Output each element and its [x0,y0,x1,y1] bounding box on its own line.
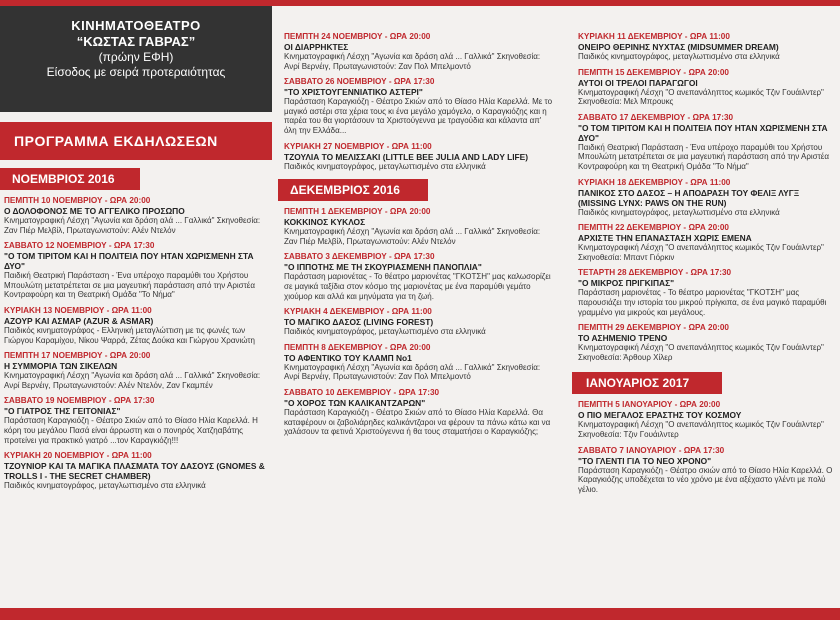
event-description: Παιδικός κινηματογράφος - Ελληνική μεταγλώττιση με τις φωνές των Γιώργου Καραμίχου, Νίκου Ψαρρά, Ζέτας Δούκα και Γιώργου Χρανιώτη [4,325,255,345]
event-item [278,77,554,135]
event-title: "ΤΟ ΧΡΙΣΤΟΥΓΕΝΝΙΑΤΙΚΟ ΑΣΤΕΡΙ" [284,87,423,98]
event-description: Παιδικός κινηματογράφος, μεταγλωττισμένο στα ελληνικά [578,207,780,217]
event-date: ΠΕΜΠΤΗ 15 ΔΕΚΕΜΒΡΙΟΥ - ΩΡΑ 20:00 [578,67,729,77]
event-date: ΠΕΜΠΤΗ 1 ΔΕΚΕΜΒΡΙΟΥ - ΩΡΑ 20:00 [284,207,431,217]
event-date: ΣΑΒΒΑΤΟ 19 ΝΟΕΜΒΡΙΟΥ - ΩΡΑ 17:30 [4,396,155,406]
event-title: "Ο ΓΙΑΤΡΟΣ ΤΗΣ ΓΕΙΤΟΝΙΑΣ" [4,406,121,417]
event-list-november-b [278,32,554,171]
event-description: Παράσταση μαριονέτας - Το θέατρο μαριονέτας "ΓΚΟΤΣΗ" μας καλωσορίζει σε μαγικά ταξίδια στον κόσμο της μαριονέτας με ένα παραμύθι γεμάτο χιούμορ και αλλά και μηνύματα για τη ζωή. [284,272,551,301]
event-date: ΠΕΜΠΤΗ 22 ΔΕΚΕΜΒΡΙΟΥ - ΩΡΑ 20:00 [578,223,729,233]
event-date: ΠΕΜΠΤΗ 24 ΝΟΕΜΒΡΙΟΥ - ΩΡΑ 20:00 [284,32,431,41]
event-description: Κινηματογραφική Λέσχη "Ο ανεπανάληπτος κωμικός Τζιν Γουάιλντερ" Σκηνοθεσία: Τζιν Γουάιλντερ [578,420,824,439]
event-item [572,68,838,107]
event-title: "Ο ΧΟΡΟΣ ΤΩΝ ΚΑΛΙΚΑΝΤΖΑΡΩΝ" [284,397,426,408]
event-date: ΣΑΒΒΑΤΟ 12 ΝΟΕΜΒΡΙΟΥ - ΩΡΑ 17:30 [4,241,155,251]
event-date: ΣΑΒΒΑΤΟ 10 ΔΕΚΕΜΒΡΙΟΥ - ΩΡΑ 17:30 [284,387,440,397]
event-description: Κινηματογραφική Λέσχη "Αγωνία και δράση αλά ... Γαλλικά" Σκηνοθεσία: Ζαν Πιέρ Μελβίλ, Πρωταγωνιστούν: Αλέν Ντελόν [4,216,261,235]
month-heading-november: ΝΟΕΜΒΡΙΟΣ 2016 [0,168,140,190]
event-description: Κινηματογραφική Λέσχη "Αγωνία και δράση αλά ... Γαλλικά" Σκηνοθεσία: Ανρί Βερνέιγ, Πρωταγωνιστούν: Αλέν Ντελόν, Ζαν Γκαμπέν [4,371,261,390]
event-item [572,323,838,362]
event-date: ΚΥΡΙΑΚΗ 11 ΔΕΚΕΜΒΡΙΟΥ - ΩΡΑ 11:00 [578,32,730,41]
event-title: ΤΟ ΑΦΕΝΤΙΚΟ ΤΟΥ ΚΛΑΜΠ Νο1 [284,352,412,363]
event-date: ΚΥΡΙΑΚΗ 18 ΔΕΚΕΜΒΡΙΟΥ - ΩΡΑ 11:00 [578,177,731,187]
month-heading-december: ΔΕΚΕΜΒΡΙΟΣ 2016 [278,179,428,201]
month-heading-january: ΙΑΝΟΥΑΡΙΟΣ 2017 [572,372,722,394]
event-title: ΤΟ ΜΑΓΙΚΟ ΔΑΣΟΣ (LIVING FOREST) [284,317,434,328]
event-title: Η ΣΥΜΜΟΡΙΑ ΤΩΝ ΣΙΚΕΛΩΝ [4,361,118,372]
column-3 [572,26,838,494]
event-date: ΣΑΒΒΑΤΟ 7 ΙΑΝΟΥΑΡΙΟΥ - ΩΡΑ 17:30 [578,445,725,455]
event-item [278,252,554,301]
event-item [0,396,272,445]
event-description: Παράσταση Καραγκιόζη - Θέατρο Σκιών από το Θίασο Ηλία Καρελλά. Με το μαγικό αστέρι στα χέρια τους κι ένα μεγάλο χαμόγελο, ο Καραγκιόζης και η παρέα του θα γιορτάσουν τα Χριστούγεννα με τραγούδια και κάλαντα απ' όλη την Ελλάδα... [284,97,553,135]
event-list-december-b [572,32,838,362]
event-item [278,307,554,337]
event-description: Παράσταση Καραγκιόζη - Θέατρο Σκιών από το Θίασο Ηλία Καρελλά. Η κόρη του μεγάλου Πασά είναι άρρωστη και ο πονηρός Χατζηαβάτης προτείνει για πρακτικό γιατρό ...τον Καραγκιόζη!!! [4,416,258,445]
event-title: "Ο ΤΟΜ ΤΙΡΙΤΟΜ ΚΑΙ Η ΠΟΛΙΤΕΙΑ ΠΟΥ ΗΤΑΝ ΧΩΡΙΣΜΕΝΗ ΣΤΑ ΔΥΟ" [578,122,828,143]
event-description: Παιδικός κινηματογράφος, μεταγλωττισμένο στα ελληνικά [578,52,780,61]
event-description: Παιδικός κινηματογράφος, μεταγλωττισμένο στα ελληνικά [284,161,486,171]
event-description: Παιδικός κινηματογράφος, μεταγλωττισμένο στα ελληνικά [4,481,206,491]
event-date: ΚΥΡΙΑΚΗ 13 ΝΟΕΜΒΡΙΟΥ - ΩΡΑ 11:00 [4,305,152,315]
event-item [278,388,554,437]
event-item [572,113,838,172]
event-item [278,32,554,71]
event-title: ΟΙ ΔΙΑΡΡΗΚΤΕΣ [284,42,349,52]
event-description: Παράσταση μαριονέτας - Το θέατρο μαριονέτας "ΓΚΟΤΣΗ" μας παρουσιάζει την ιστορία του μικρού πρίγκιπα, σε ένα μαγικό παραμύθι γραμμένο για μικρούς και μεγάλους. [578,288,827,317]
venue-type: ΚΙΝΗΜΑΤΟΘΕΑΤΡΟ [71,18,201,33]
event-date: ΠΕΜΠΤΗ 5 ΙΑΝΟΥΑΡΙΟΥ - ΩΡΑ 20:00 [578,400,721,410]
event-date: ΠΕΜΠΤΗ 17 ΝΟΕΜΒΡΙΟΥ - ΩΡΑ 20:00 [4,351,151,361]
event-item [572,32,838,62]
event-description: Κινηματογραφική Λέσχη "Αγωνία και δράση αλά ... Γαλλικά" Σκηνοθεσία: Ανρί Βερνέιγ, Πρωταγωνιστούν: Ζαν Πολ Μπελμοντό [284,362,541,382]
event-title: "Ο ΤΟΜ ΤΙΡΙΤΟΜ ΚΑΙ Η ΠΟΛΙΤΕΙΑ ΠΟΥ ΗΤΑΝ ΧΩΡΙΣΜΕΝΗ ΣΤΑ ΔΥΟ" [4,251,254,272]
event-date: ΣΑΒΒΑΤΟ 3 ΔΕΚΕΜΒΡΙΟΥ - ΩΡΑ 17:30 [284,252,435,262]
event-item [278,207,554,246]
event-description: Παιδική Θεατρική Παράσταση - Ένα υπέροχο παραμύθι του Χρήστου Μπουλώτη μετατρέπεται σε μια μαγευτική παράσταση από την Αριστέα Κοντραφούρη και τη Θεατρική Ομάδα "Το Νήμα" [578,142,829,171]
event-item [0,451,272,491]
event-date: ΚΥΡΙΑΚΗ 20 ΝΟΕΜΒΡΙΟΥ - ΩΡΑ 11:00 [4,451,152,461]
event-title: "Ο ΜΙΚΡΟΣ ΠΡΙΓΚΙΠΑΣ" [578,278,675,289]
venue-name: “ΚΩΣΤΑΣ ΓΑΒΡΑΣ” [76,34,196,49]
event-item [0,196,272,235]
event-date: ΠΕΜΠΤΗ 10 ΝΟΕΜΒΡΙΟΥ - ΩΡΑ 20:00 [4,196,151,205]
event-date: ΚΥΡΙΑΚΗ 27 ΝΟΕΜΒΡΙΟΥ - ΩΡΑ 11:00 [284,141,432,151]
event-item [572,446,838,495]
event-date: ΣΑΒΒΑΤΟ 26 ΝΟΕΜΒΡΙΟΥ - ΩΡΑ 17:30 [284,77,435,87]
program-title: ΠΡΟΓΡΑΜΜΑ ΕΚΔΗΛΩΣΕΩΝ [0,122,272,160]
event-list-december-a [278,207,554,437]
event-date: ΤΕΤΑΡΤΗ 28 ΔΕΚΕΜΒΡΙΟΥ - ΩΡΑ 17:30 [578,268,732,278]
event-item [0,241,272,300]
event-title: ΚΟΚΚΙΝΟΣ ΚΥΚΛΟΣ [284,217,366,228]
event-description: Κινηματογραφική Λέσχη "Αγωνία και δράση αλά ... Γαλλικά" Σκηνοθεσία: Ανρί Βερνέιγ, Πρωταγωνιστούν: Ζαν Πολ Μπελμοντό [284,52,541,71]
column-1 [0,6,272,491]
event-description: Κινηματογραφική Λέσχη "Ο ανεπανάληπτος κωμικός Τζιν Γουάιλντερ" Σκηνοθεσία: Άρθουρ Χίλερ [578,343,824,362]
event-title: "Ο ΙΠΠΟΤΗΣ ΜΕ ΤΗ ΣΚΟΥΡΙΑΣΜΕΝΗ ΠΑΝΟΠΛΙΑ" [284,262,482,273]
event-title: ΟΝΕΙΡΟ ΘΕΡΙΝΗΣ ΝΥΧΤΑΣ (MIDSUMMER DREAM) [578,42,779,52]
event-date: ΠΕΜΠΤΗ 8 ΔΕΚΕΜΒΡΙΟΥ - ΩΡΑ 20:00 [284,342,431,352]
event-title: ΑΥΤΟΙ ΟΙ ΤΡΕΛΟΙ ΠΑΡΑΓΩΓΟΙ [578,77,698,88]
event-date: ΠΕΜΠΤΗ 29 ΔΕΚΕΜΒΡΙΟΥ - ΩΡΑ 20:00 [578,323,729,333]
event-item [0,306,272,345]
event-description: Κινηματογραφική Λέσχη "Ο ανεπανάληπτος κωμικός Τζιν Γουάιλντερ" Σκηνοθεσία: Μπαντ Γιόρκιν [578,243,824,262]
event-description: Κινηματογραφική Λέσχη "Αγωνία και δράση αλά ... Γαλλικά" Σκηνοθεσία: Ζαν Πιέρ Μελβίλ, Πρωταγωνιστούν: Αλέν Ντελόν [284,227,541,246]
event-list-january [572,400,838,494]
event-title: ΤΖΟΥΝΙΟΡ ΚΑΙ ΤΑ ΜΑΓΙΚΑ ΠΛΑΣΜΑΤΑ ΤΟΥ ΔΑΣΟΥΣ (GNOMES & TROLLS I - THE SECRET CHAMBER) [4,461,265,482]
event-description: Κινηματογραφική Λέσχη "Ο ανεπανάληπτος κωμικός Τζιν Γουάιλντερ" Σκηνοθεσία: Μελ Μπρουκς [578,87,824,107]
event-title: "ΤΟ ΓΛΕΝΤΙ ΓΙΑ ΤΟ ΝΕΟ ΧΡΟΝΟ" [578,455,712,466]
event-item [572,178,838,218]
event-item [278,142,554,172]
event-description: Παράσταση Καραγκιόζη - Θέατρο σκιών από το Θίασο Ηλία Καρελλά. Ο Καραγκιόζης υποδέχεται το νέο χρόνο με ένα αξέχαστο γλέντι με πολύ γέλιο. [578,465,833,494]
event-item [0,351,272,390]
event-item [572,268,838,317]
event-item [572,400,838,439]
event-description: Παιδικός κινηματογράφος, μεταγλωττισμένο στα ελληνικά [284,327,486,337]
event-title: Ο ΔΟΛΟΦΟΝΟΣ ΜΕ ΤΟ ΑΓΓΕΛΙΚΟ ΠΡΟΣΩΠΟ [4,206,185,216]
event-description: Παράσταση Καραγκιόζη - Θέατρο Σκιών από το Θίασο Ηλία Καρελλά. Θα καταφέρουν οι ζαβολιάρηδες καλικάντζαροι να φέρουν τα πάνω κάτω και να χαλάσουν τα φετινά Χριστούγεννα ή θα τους σταματήσει ο Καραγκιόζης; [284,407,551,437]
event-title: ΑΖΟΥΡ ΚΑΙ ΑΣΜΑΡ (AZUR & ASMAR) [4,315,154,326]
venue-header [0,6,272,112]
bottom-red-bar [0,608,840,620]
event-item [278,343,554,382]
event-title: ΤΟ ΑΣΗΜΕΝΙΟ ΤΡΕΝΟ [578,333,668,344]
venue-former-name: (πρώην ΕΦΗ) [98,50,174,64]
event-title: ΠΑΝΙΚΟΣ ΣΤΟ ΔΑΣΟΣ – Η ΑΠΟΔΡΑΣΗ ΤΟΥ ΦΕΛΙΞ ΛΥΓΞ (MISSING LYNX: PAWS ON THE RUN) [578,187,800,208]
event-title: ΑΡΧΙΣΤΕ ΤΗΝ ΕΠΑΝΑΣΤΑΣΗ ΧΩΡΙΣ ΕΜΕΝΑ [578,233,752,244]
event-title: ΤΖΟΥΛΙΑ ΤΟ ΜΕΛΙΣΣΑΚΙ (LITTLE BEE JULIA AND LADY LIFE) [284,151,529,162]
event-date: ΚΥΡΙΑΚΗ 4 ΔΕΚΕΜΒΡΙΟΥ - ΩΡΑ 11:00 [284,307,432,317]
event-list-november-a [0,196,272,491]
column-2 [278,26,554,437]
event-description: Παιδική Θεατρική Παράσταση - Ένα υπέροχο παραμύθι του Χρήστου Μπουλώτη μετατρέπεται σε μια μαγευτική παράσταση από την Αριστέα Κοντραφούρη και τη Θεατρική Ομάδα "Το Νήμα" [4,271,255,300]
event-title: Ο ΠΙΟ ΜΕΓΑΛΟΣ ΕΡΑΣΤΗΣ ΤΟΥ ΚΟΣΜΟΥ [578,410,742,421]
event-date: ΣΑΒΒΑΤΟ 17 ΔΕΚΕΜΒΡΙΟΥ - ΩΡΑ 17:30 [578,112,734,122]
entry-note: Είσοδος με σειρά προτεραιότητας [46,65,226,79]
event-item [572,223,838,262]
